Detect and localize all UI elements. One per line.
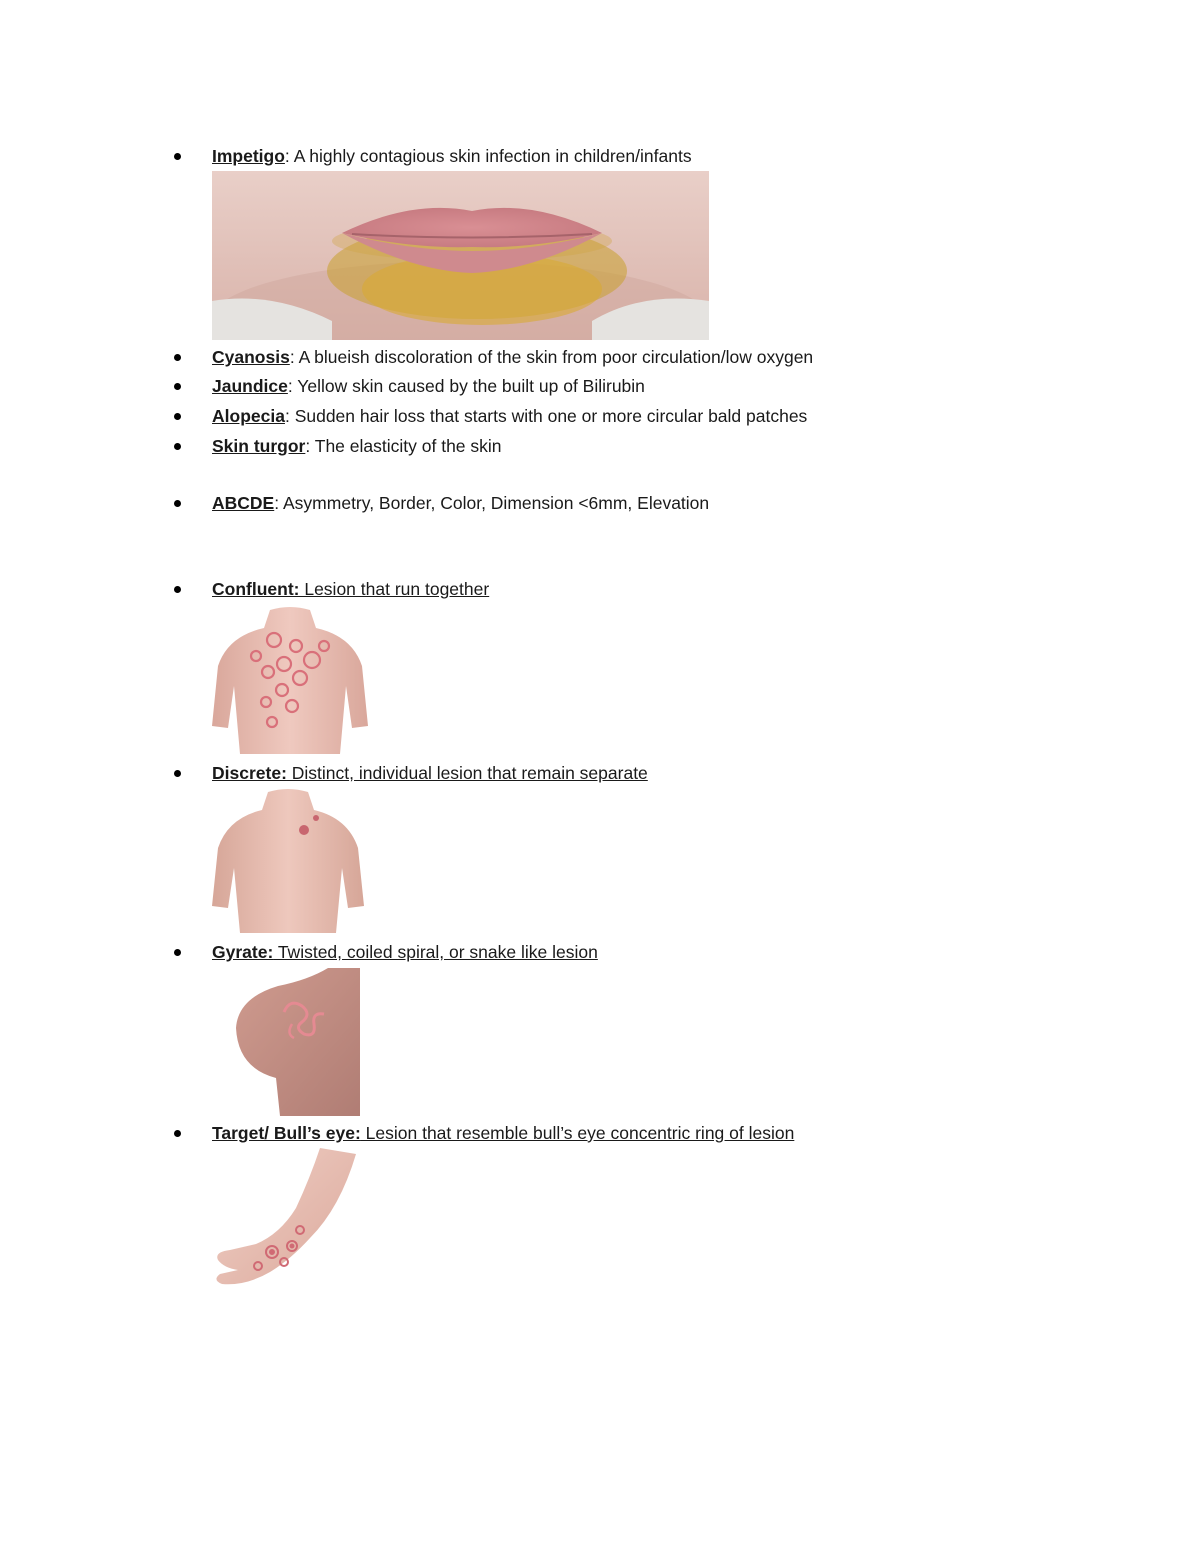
target-arm-illustration [210,1148,356,1292]
bullet [174,1130,181,1137]
confluent-back-illustration [212,606,368,754]
term-gyrate: Gyrate: [212,942,274,962]
term-cyanosis: Cyanosis [212,347,290,367]
bullet [174,443,181,450]
term-abcde: ABCDE [212,493,275,513]
bullet [174,500,181,507]
term-jaundice: Jaundice [212,376,288,396]
bullet [174,586,181,593]
bullet [174,354,181,361]
desc-cyanosis: A blueish discoloration of the skin from poor circulation/low oxygen [294,347,814,367]
desc-alopecia: Sudden hair loss that starts with one or more circular bald patches [289,406,808,426]
desc-target: Lesion that resemble bull’s eye concentric ring of lesion [360,1123,795,1143]
term-impetigo: Impetigo [212,146,285,166]
bullet [174,153,181,160]
impetigo-photo [212,171,709,340]
desc-jaundice: Yellow skin caused by the built up of Bilirubin [292,376,645,396]
bullet [174,413,181,420]
term-confluent: Confluent: [212,579,300,599]
discrete-back-illustration [212,788,364,933]
bullet [174,770,181,777]
desc-skin-turgor: The elasticity of the skin [310,436,502,456]
desc-abcde: Asymmetry, Border, Color, Dimension <6mm, Elevation [279,493,710,513]
term-alopecia: Alopecia [212,406,285,426]
desc-gyrate: Twisted, coiled spiral, or snake like lesion [273,942,598,962]
bullet [174,383,181,390]
gyrate-shoulder-illustration [228,968,360,1116]
term-discrete: Discrete: [212,763,287,783]
term-skin-turgor: Skin turgor [212,436,306,456]
term-target: Target/ Bull’s eye: [212,1123,361,1143]
desc-impetigo: A highly contagious skin infection in children/infants [289,146,692,166]
desc-confluent: Lesion that run together [299,579,490,599]
desc-discrete: Distinct, individual lesion that remain separate [286,763,648,783]
bullet [174,949,181,956]
